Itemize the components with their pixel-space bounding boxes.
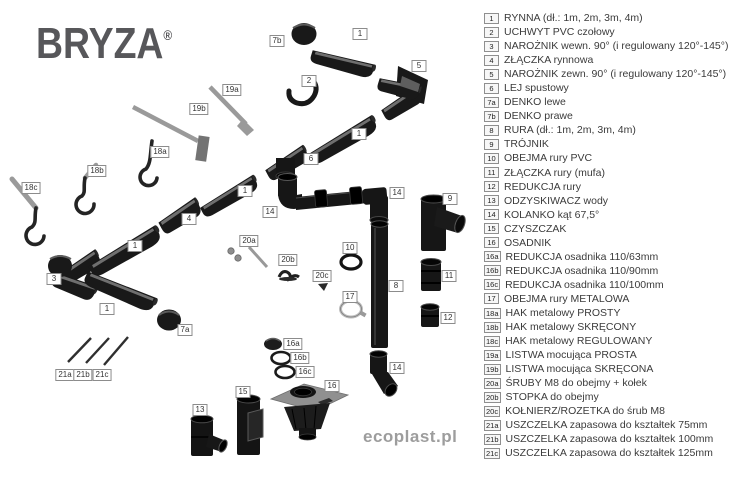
legend-item-label: REDUKCJA rury	[504, 180, 582, 193]
legend-row	[484, 264, 748, 278]
part-label-11: 11	[442, 270, 457, 282]
website-text: ecoplast.pl	[363, 427, 458, 446]
part-label-16: 16	[325, 380, 340, 392]
legend-item-label: USZCZELKA zapasowa do kształtek 125mm	[505, 447, 713, 460]
legend-item-label: OBEJMA rury PVC	[504, 152, 593, 165]
legend-row	[484, 109, 748, 123]
legend-item-number: 1	[484, 13, 499, 24]
legend-item-number: 19a	[486, 350, 499, 360]
part-label-16b: 16b	[290, 352, 309, 364]
part-label-9: 9	[443, 193, 458, 205]
legend-item-number: 16	[484, 237, 499, 248]
legend-row	[484, 137, 748, 151]
legend-item-label: ZŁĄCZKA rynnowa	[504, 54, 594, 67]
part-label-10: 10	[343, 242, 358, 254]
part-label-14: 14	[390, 187, 405, 199]
part-label-7a: 7a	[178, 324, 193, 336]
part-label-7b: 7b	[270, 35, 285, 47]
legend-row	[484, 81, 748, 95]
legend-row	[484, 67, 748, 81]
legend-row	[484, 292, 748, 306]
legend-row	[484, 278, 748, 292]
legend-item-label: TRÓJNIK	[504, 138, 549, 151]
legend-item-number: 18a	[486, 308, 499, 318]
part-label-20a: 20a	[239, 235, 258, 247]
legend-row	[484, 236, 748, 250]
part-label-16c: 16c	[296, 366, 315, 378]
legend-item-label: LISTWA mocująca SKRĘCONA	[505, 363, 654, 376]
legend-item-number: 15	[484, 223, 499, 234]
legend-row	[484, 404, 748, 418]
legend-item-label: ŚRUBY M8 do obejmy + kołek	[505, 377, 647, 390]
legend-item-label: USZCZELKA zapasowa do kształtek 100mm	[505, 433, 714, 446]
legend-item-label: REDUKCJA osadnika 110/100mm	[505, 278, 664, 291]
part-label-15: 15	[236, 386, 251, 398]
legend-item-label: REDUKCJA osadnika 110/90mm	[505, 264, 659, 277]
legend-item-number: 21b	[486, 434, 499, 444]
legend-item-number: 20c	[486, 406, 499, 416]
legend-item-number: 5	[484, 69, 499, 80]
part-label-14: 14	[263, 206, 278, 218]
legend-item-label: CZYSZCZAK	[504, 222, 567, 235]
legend-item-number: 2	[484, 27, 499, 38]
part-label-20c: 20c	[313, 270, 332, 282]
legend-row	[484, 348, 748, 362]
legend-item-label: REDUKCJA osadnika 110/63mm	[505, 250, 659, 263]
legend-item-label: USZCZELKA zapasowa do kształtek 75mm	[505, 419, 708, 432]
part-label-1: 1	[100, 303, 115, 315]
legend-row	[484, 222, 748, 236]
part-label-20b: 20b	[278, 254, 297, 266]
legend-item-label: OSADNIK	[504, 236, 552, 249]
legend-item-number: 20a	[486, 378, 499, 388]
part-label-3: 3	[47, 273, 62, 285]
part-label-6: 6	[304, 153, 319, 165]
legend-row	[484, 123, 748, 137]
legend-row	[484, 250, 748, 264]
legend-row	[484, 95, 748, 109]
legend-item-label: ODZYSKIWACZ wody	[504, 194, 609, 207]
part-label-1: 1	[353, 28, 368, 40]
legend-item-label: OBEJMA rury METALOWA	[504, 292, 630, 305]
legend-item-number: 14	[484, 209, 499, 220]
part-label-5: 5	[412, 60, 427, 72]
legend-item-label: DENKO prawe	[504, 110, 573, 123]
legend-row	[484, 390, 748, 404]
part-label-21a: 21a	[55, 369, 74, 381]
legend-row	[484, 180, 748, 194]
part-label-1: 1	[352, 128, 367, 140]
brand-logo	[36, 19, 173, 68]
legend-item-number: 9	[484, 139, 499, 150]
part-label-1: 1	[238, 185, 253, 197]
legend-item-label: LISTWA mocująca PROSTA	[505, 349, 637, 362]
legend-item-number: 16a	[486, 252, 499, 262]
legend-item-number: 18c	[486, 336, 499, 346]
legend-row	[484, 446, 748, 460]
legend-item-number: 19b	[486, 364, 499, 374]
legend-row	[484, 418, 748, 432]
legend-row	[484, 376, 748, 390]
part-label-21b: 21b	[73, 369, 92, 381]
part-label-18b: 18b	[87, 165, 106, 177]
part-label-18a: 18a	[150, 146, 169, 158]
legend-item-number: 7a	[484, 97, 499, 108]
legend-row	[484, 53, 748, 67]
part-label-21c: 21c	[93, 369, 112, 381]
part-label-16a: 16a	[283, 338, 302, 350]
legend-row	[484, 432, 748, 446]
legend-row	[484, 334, 748, 348]
legend-item-label: DENKO lewe	[504, 96, 566, 109]
legend-item-label: HAK metalowy PROSTY	[505, 307, 621, 319]
legend-item-label: HAK metalowy REGULOWANY	[505, 335, 653, 348]
legend-row	[484, 39, 748, 53]
legend-item-label: RYNNA (dł.: 1m, 2m, 3m, 4m)	[504, 12, 643, 25]
legend-row	[484, 208, 748, 222]
legend-item-number: 7b	[484, 111, 499, 122]
part-label-2: 2	[302, 75, 317, 87]
part-label-17: 17	[343, 291, 358, 303]
legend-item-number: 4	[484, 55, 499, 66]
legend-row	[484, 362, 748, 376]
legend-item-label: LEJ spustowy	[504, 82, 569, 95]
legend-item-number: 21c	[486, 448, 499, 458]
legend-item-number: 12	[484, 181, 499, 192]
legend-item-label: RURA (dł.: 1m, 2m, 3m, 4m)	[504, 124, 636, 137]
legend-item-label: ZŁĄCZKA rury (mufa)	[504, 166, 605, 179]
legend-item-number: 17	[484, 293, 499, 304]
brand-name: BRYZA	[36, 19, 164, 68]
legend-item-number: 16c	[486, 280, 499, 290]
legend-row	[484, 320, 748, 334]
registered-mark: ®	[163, 27, 173, 43]
part-label-18c: 18c	[22, 182, 41, 194]
legend-item-label: HAK metalowy SKRĘCONY	[505, 321, 637, 334]
legend-row	[484, 11, 748, 25]
part-label-14: 14	[390, 362, 405, 374]
legend-row	[484, 306, 748, 320]
part-label-12: 12	[441, 312, 456, 324]
part-label-19b: 19b	[189, 103, 208, 115]
legend-row	[484, 151, 748, 165]
legend-item-number: 18b	[486, 322, 499, 332]
legend-item-number: 13	[484, 195, 499, 206]
legend-row	[484, 166, 748, 180]
legend-item-number: 6	[484, 83, 499, 94]
part-label-1: 1	[128, 240, 143, 252]
legend-item-label: STOPKA do obejmy	[505, 391, 599, 404]
legend-item-label: UCHWYT PVC czołowy	[504, 26, 615, 39]
legend-item-number: 16b	[486, 266, 499, 276]
part-label-13: 13	[193, 404, 208, 416]
legend-item-number: 8	[484, 125, 499, 136]
legend-item-number: 20b	[486, 392, 499, 402]
part-label-4: 4	[182, 213, 197, 225]
legend-item-number: 11	[484, 167, 499, 178]
legend-item-number: 21a	[486, 420, 499, 430]
legend-row	[484, 194, 748, 208]
part-label-8: 8	[389, 280, 404, 292]
legend-row	[484, 25, 748, 39]
legend-item-label: KOLANKO kąt 67,5°	[504, 208, 600, 221]
legend-item-label: NAROŻNIK wewn. 90° (i regulowany 120°-145°)	[504, 40, 729, 53]
legend-item-number: 10	[484, 153, 499, 164]
legend	[484, 11, 748, 461]
part-label-19a: 19a	[222, 84, 241, 96]
legend-item-label: KOŁNIERZ/ROZETKA do śrub M8	[505, 405, 665, 418]
legend-item-number: 3	[484, 41, 499, 52]
legend-item-label: NAROŻNIK zewn. 90° (i regulowany 120°-145°)	[504, 68, 727, 81]
